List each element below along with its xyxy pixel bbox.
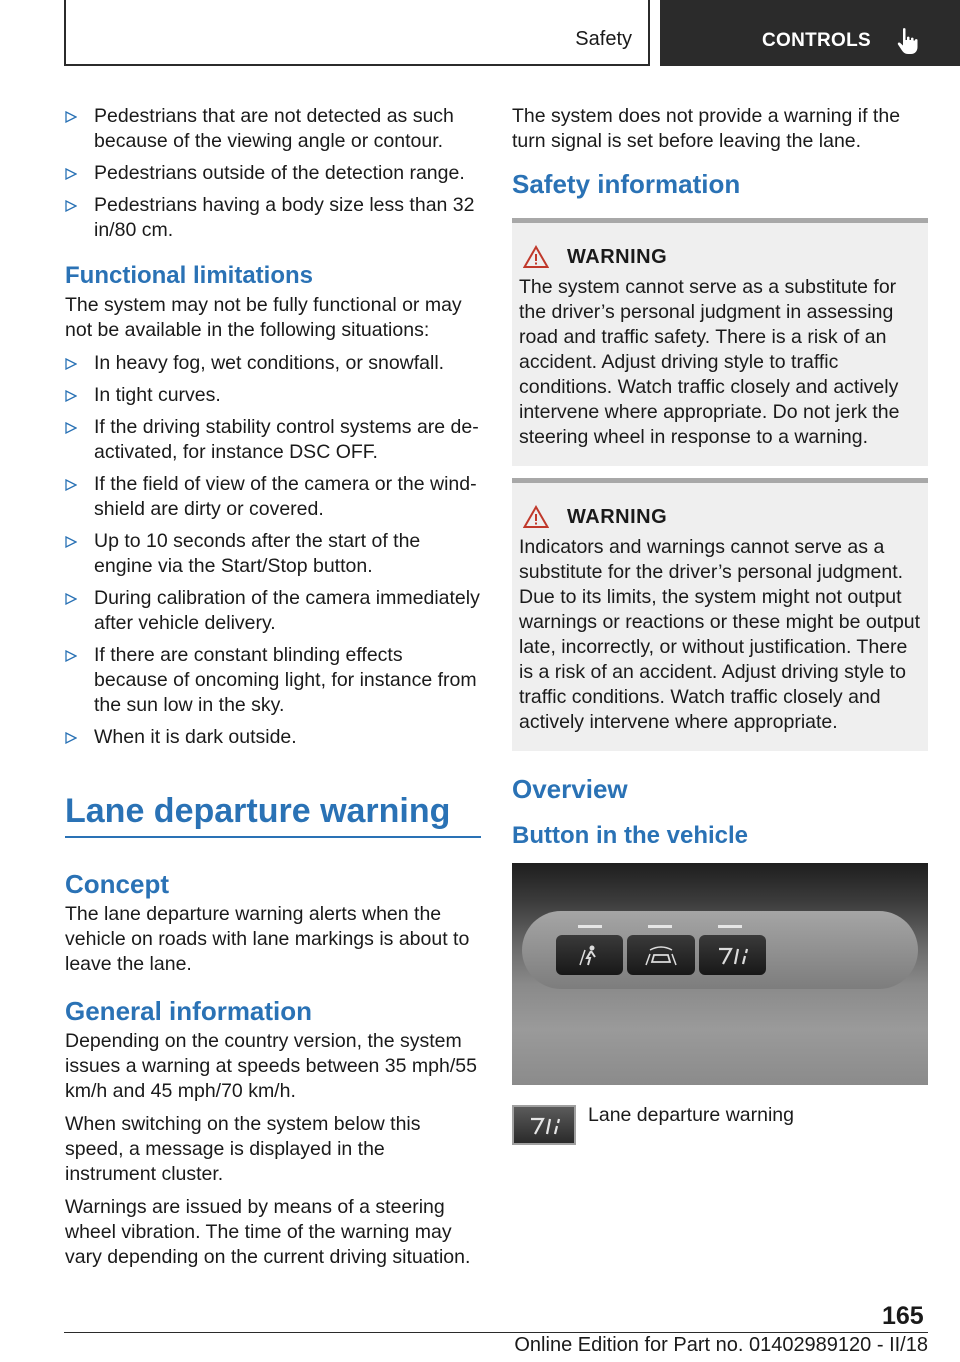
- bullet-triangle-icon: [65, 479, 77, 491]
- general-information-p1: Depending on the country version, the system issues a warning at speeds between 35 mph/55 km/h and 45 mph/70 km/h.: [65, 1030, 477, 1102]
- warning-triangle-icon: [523, 505, 549, 529]
- bullet-triangle-icon: [65, 732, 77, 744]
- footer-divider: [64, 1332, 928, 1333]
- collision-warning-button[interactable]: [627, 935, 694, 975]
- turn-signal-note: The system does not provide a warning if the turn signal is set before leaving the lane.: [512, 105, 901, 152]
- general-information-p3: Warnings are issued by means of a steering wheel vibration. The time of the warning may vary depending on the current driving situation.: [65, 1196, 471, 1268]
- list-item: Pedestrians having a body size less than 32 in/80 cm.: [65, 193, 481, 243]
- header-chapter-tab[interactable]: [660, 0, 960, 66]
- legend-row: [512, 1103, 928, 1145]
- warning-title: WARNING: [567, 245, 668, 268]
- legend-text: Lane departure warning: [588, 1104, 794, 1126]
- vehicle-button-photo: [512, 863, 928, 1085]
- header-chapter-title: CONTROLS: [762, 30, 872, 51]
- warning-text: The system cannot serve as a substitute for the driver’s personal judgment in assessing road and traffic safety. There is a risk of an accident. Adjust driving style to traffic conditions. Watch traffic closely and actively intervene where appropriate. Do not jerk the steering wheel in response to a warning.: [519, 276, 900, 448]
- bullet-triangle-icon: [65, 111, 77, 123]
- general-information-p2: When switching on the system below this speed, a message is displayed in the instrument cluster.: [65, 1113, 421, 1185]
- list-item: When it is dark outside.: [65, 725, 481, 750]
- pedestrian-icon: [577, 944, 603, 966]
- warning-box-2: [512, 478, 928, 751]
- left-column: [65, 104, 481, 1278]
- warning-box-1: [512, 218, 928, 466]
- indicator-light: [578, 925, 602, 928]
- bullet-triangle-icon: [65, 168, 77, 180]
- warning-title: WARNING: [567, 505, 668, 528]
- overview-heading: Overview: [512, 774, 628, 804]
- bullet-triangle-icon: [65, 200, 77, 212]
- warning-header: [523, 505, 922, 529]
- pointing-hand-icon: [896, 27, 922, 55]
- bullet-triangle-icon: [65, 358, 77, 370]
- lane-departure-icon: [512, 1105, 576, 1145]
- list-item: Pedestrians outside of the detection range.: [65, 161, 481, 186]
- warning-text: Indicators and warnings cannot serve as a substitute for the driver’s personal judgment. Due to its limits, the system might not output warnings or reactions or these might be output late, incorrectly, or without justification. There is a risk of an accident. Adjust driving style to traffic conditions. Watch traffic closely and actively intervene where appropriate.: [519, 536, 921, 733]
- bullet-triangle-icon: [65, 422, 77, 434]
- concept-text: The lane departure warning alerts when the vehicle on roads with lane markings is about to leave the lane.: [65, 903, 470, 975]
- button-row: [556, 935, 766, 975]
- functional-limitations-intro: The system may not be fully functional or may not be available in the following situations:: [65, 294, 462, 341]
- pedestrian-limit-list: [65, 104, 481, 243]
- functional-limitations-list: [65, 351, 481, 750]
- general-information-heading: General information: [65, 996, 313, 1026]
- bullet-triangle-icon: [65, 650, 77, 662]
- header-section-box: [64, 0, 650, 66]
- indicator-light: [648, 925, 672, 928]
- warning-triangle-icon: [523, 245, 549, 269]
- lane-departure-icon: [715, 944, 749, 966]
- pedestrian-warning-button[interactable]: [556, 935, 623, 975]
- concept-heading: Concept: [65, 869, 169, 899]
- button-in-vehicle-heading: Button in the vehicle: [512, 822, 749, 849]
- warning-header: [523, 245, 922, 269]
- list-item: If the field of view of the camera or the windshield are dirty or covered.: [65, 472, 481, 522]
- header-section-title: Safety: [575, 28, 632, 50]
- bullet-triangle-icon: [65, 536, 77, 548]
- list-item: Up to 10 seconds after the start of the engine via the Start/Stop button.: [65, 529, 481, 579]
- lane-departure-button[interactable]: [699, 935, 766, 975]
- bullet-triangle-icon: [65, 390, 77, 402]
- functional-limitations-heading: Functional limitations: [65, 262, 314, 289]
- safety-information-heading: Safety information: [512, 169, 741, 199]
- list-item: In heavy fog, wet conditions, or snowfall.: [65, 351, 481, 376]
- list-item: If there are constant blinding effects because of oncoming light, for instance from the sun low in the sky.: [65, 643, 481, 718]
- list-item: During calibration of the camera immediately after vehicle delivery.: [65, 586, 481, 636]
- page-number: 165: [882, 1302, 924, 1330]
- indicator-light: [718, 925, 742, 928]
- list-item: Pedestrians that are not detected as such because of the viewing angle or contour.: [65, 104, 481, 154]
- list-item: In tight curves.: [65, 383, 481, 408]
- bullet-triangle-icon: [65, 593, 77, 605]
- car-front-icon: [644, 944, 678, 966]
- list-item: If the driving stability control systems are deactivated, for instance DSC OFF.: [65, 415, 481, 465]
- right-column: [512, 104, 928, 1145]
- lane-departure-title: Lane departure warning: [65, 790, 481, 838]
- footer-edition: Online Edition for Part no. 01402989120 - II/18: [514, 1334, 928, 1356]
